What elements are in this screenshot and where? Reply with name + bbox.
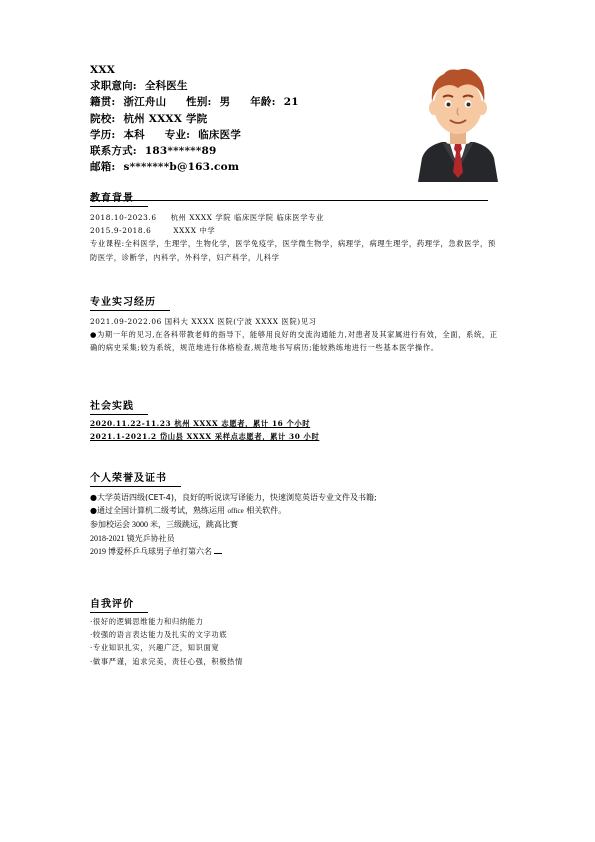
honor-item: 参加校运会 3000 米，三级跳远，跳高比赛 — [90, 520, 238, 530]
section-title-internship: 专业实习经历 — [90, 296, 170, 311]
basic-info-row: 籍贯: 浙江舟山 性别: 男 年龄: 21 — [90, 96, 299, 109]
practice-section — [90, 394, 490, 443]
self-eval-item: ·专业知识扎实，兴趣广泛，知识面宽 — [90, 643, 220, 653]
practice-row: 2020.11.22-11.23 杭州 XXXX 志愿者，累计 16 个小时 — [90, 419, 311, 428]
self-eval-item: ·做事严谨，追求完美，责任心强，积极热情 — [90, 656, 243, 666]
section-title-self-eval: 自我评价 — [90, 598, 148, 613]
practice-row: 2021.1-2021.2 岱山县 XXXX 采样点志愿者，累计 30 小时 — [90, 432, 320, 442]
section-title-practice: 社会实践 — [90, 400, 148, 415]
self-eval-item: ·很好的逻辑思维能力和归纳能力 — [90, 617, 204, 626]
education-row: 2018.10-2023.6 杭州 XXXX 学院 临床医学院 临床医学专业 — [90, 213, 324, 222]
job-intention: 求职意向: 全科医生 — [90, 80, 188, 93]
email-info: 邮箱: s*******b@163.com — [90, 161, 240, 174]
self-eval-section — [90, 592, 490, 668]
avatar — [412, 58, 504, 182]
honor-item: ●通过全国计算机二级考试，熟练运用 office 相关软件。 — [90, 506, 287, 516]
contact-info: 联系方式: 183******89 — [90, 145, 217, 158]
internship-row: 2021.09-2022.06 国科大 XXXX 医院(宁波 XXXX 医院)见习 — [90, 317, 317, 326]
section-divider — [90, 200, 488, 201]
internship-section — [90, 290, 498, 355]
education-row: 2015.9-2018.6 XXXX 中学 — [90, 226, 216, 236]
honors-section — [90, 466, 490, 558]
section-title-honors: 个人荣誉及证书 — [90, 472, 181, 487]
honor-item: 2019 博爱杯乒乓球男子单打第六名 — [90, 545, 490, 558]
personal-info — [90, 62, 410, 175]
section-title-education: 教育背景 — [90, 192, 148, 207]
self-eval-item: ·较强的语言表达能力及扎实的文字功底 — [90, 630, 228, 640]
candidate-name: XXX — [90, 64, 116, 76]
degree-info: 学历: 本科 专业: 临床医学 — [90, 128, 242, 141]
internship-desc: ●为期一年的见习,在各科带教老师的指导下，能够用良好的交流沟通能力,对患者及其家属进行有效，全面，系统，正确的病史采集;较为系统，规范地进行体格检查,规范地书写病历;能较熟练地进行一些基本医学操作。 — [90, 330, 498, 353]
school-info: 院校: 杭州 XXXX 学院 — [90, 112, 208, 125]
honor-item: 2018-2021 镜光乒协社员 — [90, 533, 175, 543]
honor-item: ●大学英语四级(CET-4)，良好的听说读写译能力，快速浏览英语专业文件及书籍; — [90, 493, 377, 502]
education-section — [90, 186, 496, 264]
courses-text: 专业课程:全科医学，生理学，生物化学，医学免疫学，医学微生物学，病理学，病理生理学，药理学，急救医学，预防医学，诊断学，内科学，外科学，妇产科学，儿科学 — [90, 239, 496, 262]
